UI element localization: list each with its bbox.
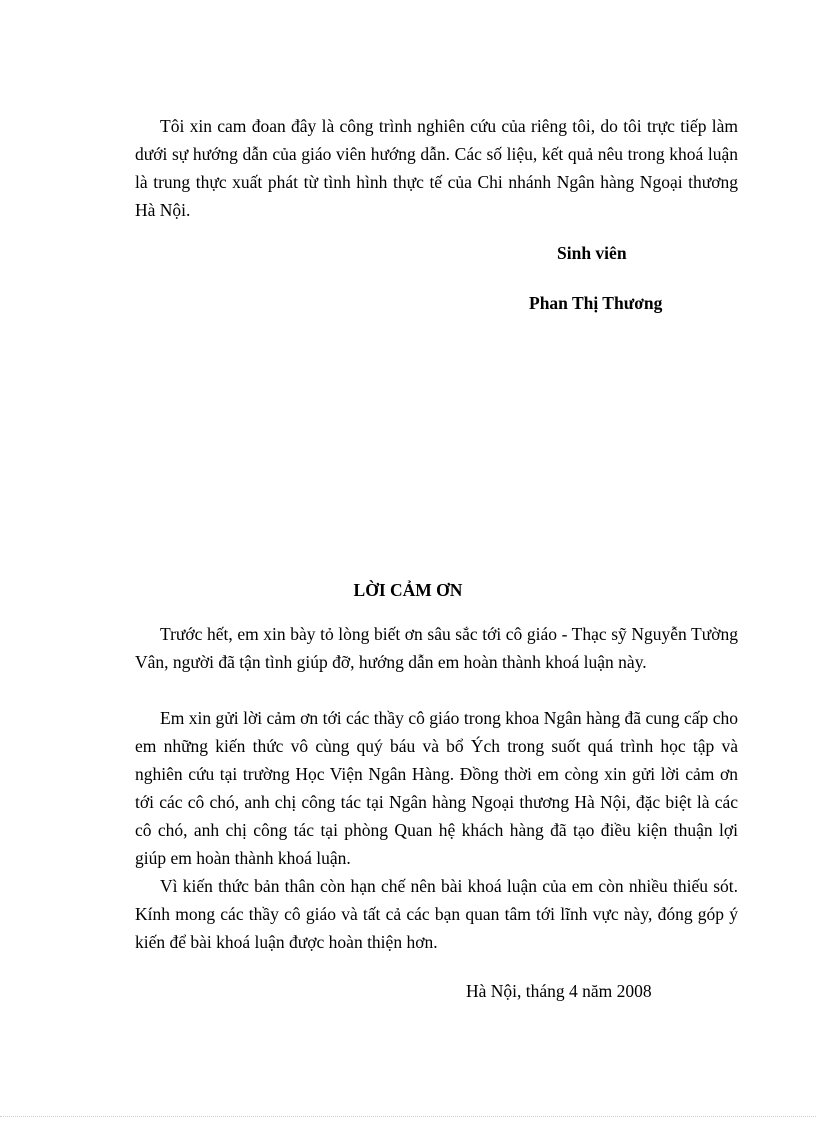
acknowledgement-heading: LỜI CẢM ƠN: [353, 580, 463, 600]
declaration-paragraph: Tôi xin cam đoan đây là công trình nghiên cứu của riêng tôi, do tôi trực tiếp làm dưới sự hướng dẫn của giáo viên hướng dẫn. Các số liệu, kết quả nêu trong khoá luận là trung thực xuất phát từ tình hình thực tế của Chi nhánh Ngân hàng Ngoại thương Hà Nội.: [135, 116, 738, 220]
acknowledgement-paragraph-3: Vì kiến thức bản thân còn hạn chế nên bài khoá luận của em còn nhiều thiếu sót. Kính mong các thầy cô giáo và tất cả các bạn quan tâm tới lĩnh vực này, đóng góp ý kiến để bài khoá luận được hoàn thiện hơn.: [135, 876, 738, 952]
signature-name: Phan Thị Thương: [529, 293, 663, 313]
acknowledgement-paragraph-1: Trước hết, em xin bày tỏ lòng biết ơn sâu sắc tới cô giáo - Thạc sỹ Nguyễn Tường Vân, người đã tận tình giúp đỡ, hướng dẫn em hoàn thành khoá luận này.: [135, 624, 738, 672]
signature-role: Sinh viên: [557, 243, 627, 263]
page-bottom-border: [0, 1116, 816, 1117]
acknowledgement-paragraph-2: Em xin gửi lời cảm ơn tới các thầy cô giáo trong khoa Ngân hàng đã cung cấp cho em những kiến thức vô cùng quý báu và bổ Ých trong suốt quá trình học tập và nghiên cứu tại trường Học Viện Ngân Hàng. Đồng thời em còng xin gửi lời cảm ơn tới các cô chó, anh chị công tác tại Ngân hàng Ngoại thương Hà Nội, đặc biệt là các cô chó, anh chị công tác tại phòng Quan hệ khách hàng đã tạo điều kiện thuận lợi giúp em hoàn thành khoá luận.: [135, 708, 738, 868]
date-line: Hà Nội, tháng 4 năm 2008: [466, 981, 652, 1001]
